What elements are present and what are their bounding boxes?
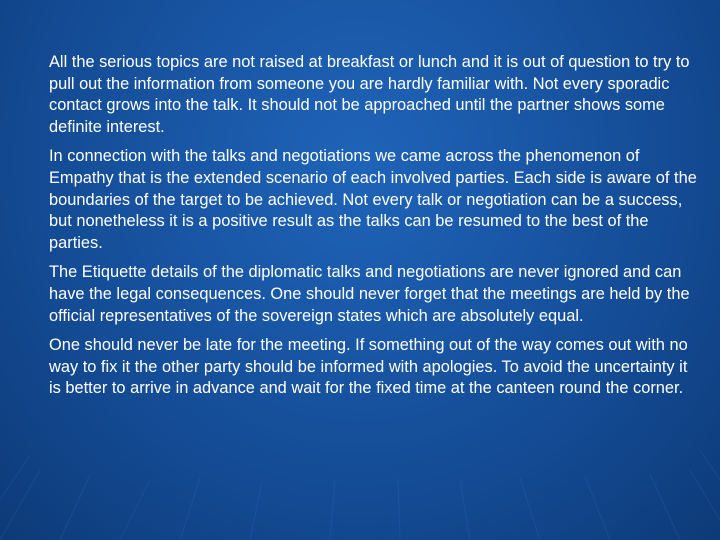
paragraph-punctuality: One should never be late for the meeting. If something out of the way comes out with no way to fix it the other party should be informed with apologies. To avoid the uncertainty it is better to arrive in advance and wait for the fixed time at the canteen round the corner. (49, 336, 688, 398)
slide-body (49, 52, 699, 408)
paragraph-breakfast-topics: All the serious topics are not raised at breakfast or lunch and it is out of question to try to pull out the information from someone you are hardly familiar with. Not every sporadic contact grows into the talk. It should not be approached until the partner shows some definite interest. (49, 53, 690, 136)
paragraph-etiquette: The Etiquette details of the diplomatic talks and negotiations are never ignored and can have the legal consequences. One should never forget that the meetings are held by the official representatives of the sovereign states which are absolutely equal. (49, 263, 690, 325)
paragraph-empathy: In connection with the talks and negotiations we came across the phenomenon of Empathy that is the extended scenario of each involved parties. Each side is aware of the boundaries of the target to be achieved. Not every talk or negotiation can be a success, but nonetheless it is a positive result as the talks can be resumed to the best of the parties. (49, 147, 697, 252)
